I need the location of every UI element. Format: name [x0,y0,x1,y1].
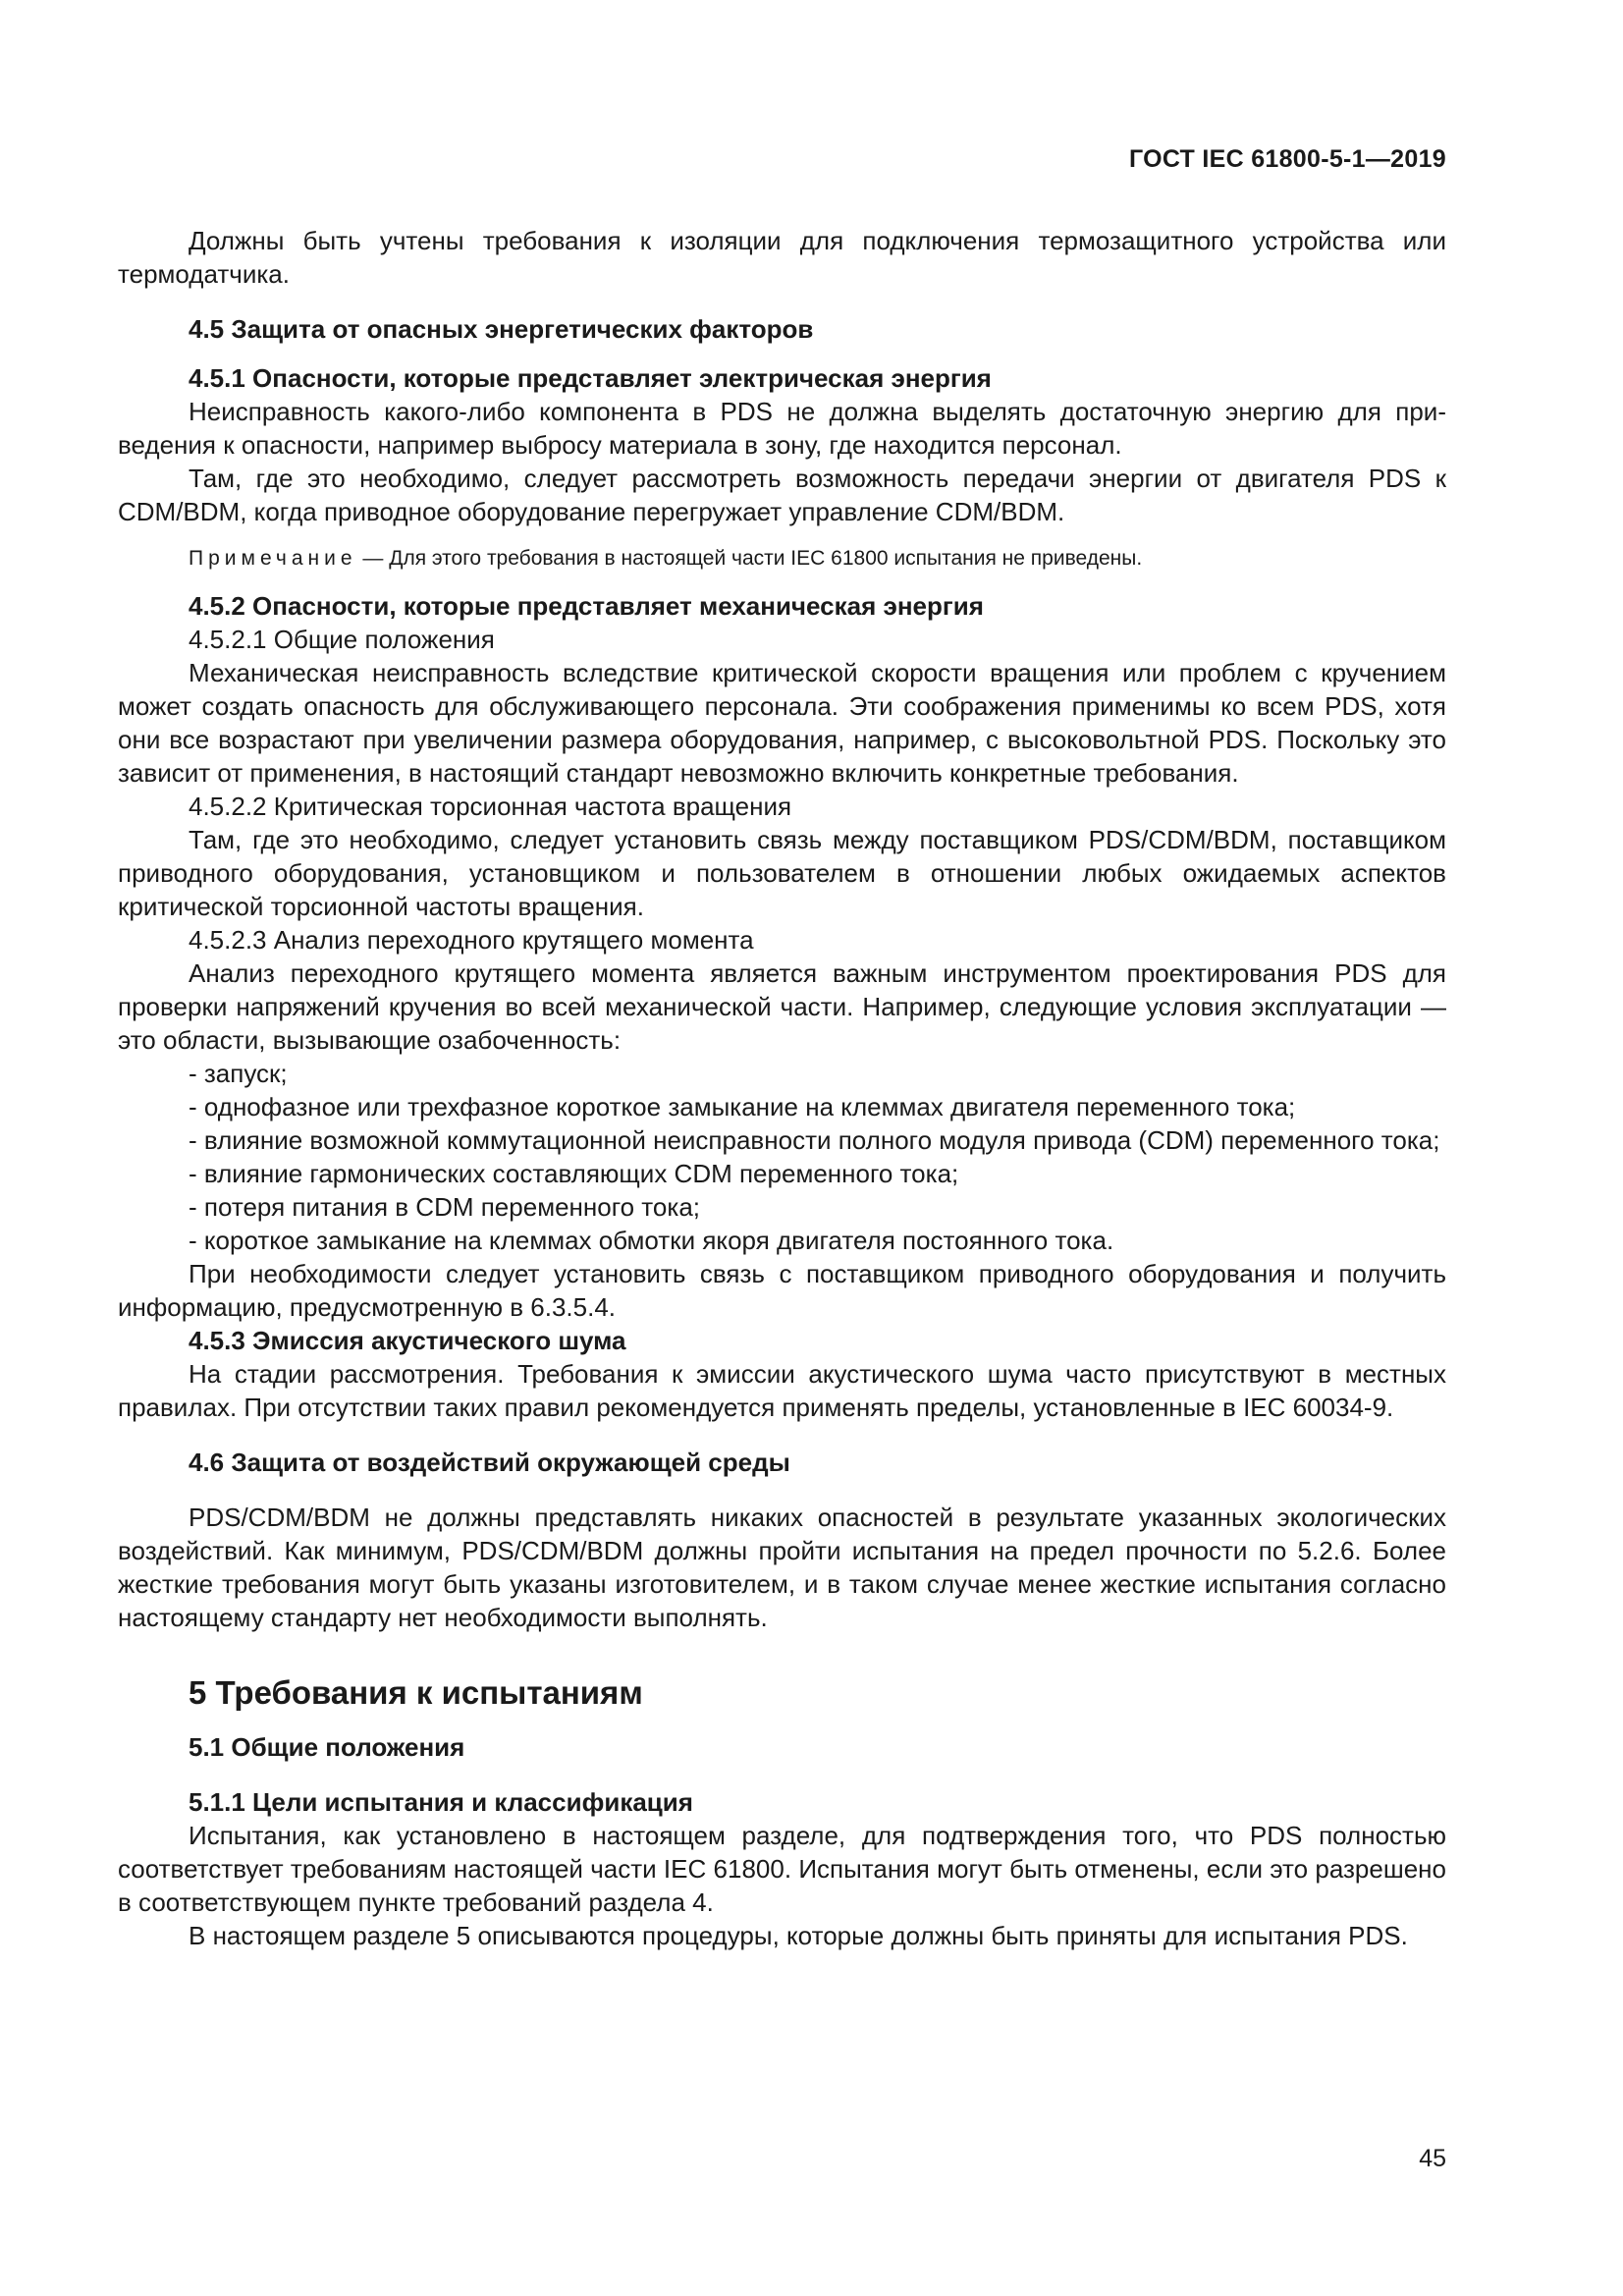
note-label: Примечание [189,547,357,570]
paragraph-5-1-1-a: Испытания, как установлено в настоящем разделе, для подтверждения того, что PDS полностью соответствует требованиям настоящей части IEC 61800. Испытания могут быть отменены, если это разрешено в соответствующем пункте требований раздела 4. [118,1821,1446,1917]
document-body [118,224,1446,1952]
paragraph-4-5-1-b: Там, где это необходимо, следует рассмотреть возможность передачи энергии от двигателя PDS к CDM/BDM, когда приводное оборудование перегружает управление CDM/BDM. [118,464,1446,526]
heading-5-1-1: 5.1.1 Цели испытания и классификация [189,1787,693,1817]
paragraph-4-5-2-3: Анализ переходного крутящего момента является важным инструментом проектирования PDS для проверки напряжений кручения во всей механической части. Например, следующие условия эксплуатации — это области, вызывающие озабоченность: [118,958,1446,1055]
note-text: — Для этого требования в настоящей части IEC 61800 испытания не приведены. [356,547,1143,570]
paragraph-4-5-2-1: Механическая неисправность вследствие критической скорости вращения или проблем с кручением может создать опасность для обслуживающего персонала. Эти соображения применимы ко всем PDS, хотя они все возрастают при увеличении размера оборудования, например, с высоковольтной PDS. Поскольку это зависит от применения, в настоящий стандарт невозможно включить конкретные требования. [118,658,1446,788]
paragraph-4-5-3: На стадии рассмотрения. Требования к эмиссии акустического шума часто присутствуют в местных правилах. При отсутствии таких правил рекомендуется применять пределы, установленные в IEC 60034-9. [118,1359,1446,1422]
list-item: - однофазное или трехфазное короткое замыкание на клеммах двигателя переменного тока; [189,1092,1296,1121]
paragraph-intro: Должны быть учтены требования к изоляции для подключения термозащитного устройства или термодатчика. [118,226,1446,289]
heading-4-5-2-2: 4.5.2.2 Критическая торсионная частота вращения [189,792,792,821]
heading-4-5-3: 4.5.3 Эмиссия акустического шума [189,1326,626,1355]
list-item: - короткое замыкание на клеммах обмотки якоря двигателя постоянного тока. [189,1226,1114,1255]
paragraph-4-5-2-2: Там, где это необходимо, следует установить связь между поставщиком PDS/CDM/BDM, поставщиком приводного оборудования, установщиком и пользователем в отношении любых ожидаемых аспектов критической торсионной частоты вращения. [118,825,1446,921]
paragraph-4-6: PDS/CDM/BDM не должны представлять никаких опасностей в результате указанных экологических воздействий. Как минимум, PDS/CDM/BDM должны пройти испытания на предел прочности по 5.2.6. Более жесткие требования могут быть указаны изготовителем, и в таком случае менее жесткие испытания согласно настоящему стандарту нет необходимости выполнять. [118,1503,1446,1632]
heading-4-6: 4.6 Защита от воздействий окружающей среды [189,1448,790,1477]
list-item: - запуск; [189,1059,288,1088]
paragraph-4-5-2-3-end: При необходимости следует установить связь с поставщиком приводного оборудования и получить информацию, предусмотренную в 6.3.5.4. [118,1259,1446,1322]
note [118,544,1446,574]
paragraph-5-1-1-b: В настоящем разделе 5 описываются процедуры, которые должны быть приняты для испытания PDS. [189,1921,1408,1950]
list-item: - влияние гармонических составляющих CDM переменного тока; [189,1159,959,1188]
heading-4-5-2-1: 4.5.2.1 Общие положения [189,625,495,654]
heading-4-5-2-3: 4.5.2.3 Анализ переходного крутящего момента [189,925,754,955]
heading-5-1: 5.1 Общие положения [189,1732,465,1762]
page-number: 45 [1419,2145,1446,2172]
heading-5: 5 Требования к испытаниям [189,1674,643,1711]
document-header: ГОСТ IEC 61800-5-1—2019 [1128,145,1446,173]
list-item: - влияние возможной коммутационной неисправности полного модуля привода (CDM) переменного тока; [189,1125,1440,1155]
heading-4-5-2: 4.5.2 Опасности, которые представляет механическая энергия [189,591,984,621]
heading-4-5-1: 4.5.1 Опасности, которые представляет электрическая энергия [189,363,992,393]
heading-4-5: 4.5 Защита от опасных энергетических факторов [189,314,814,344]
list-item: - потеря питания в CDM переменного тока; [189,1192,701,1222]
paragraph-4-5-1-a: Неисправность какого-либо компонента в PDS не должна выделять достаточную энергию для приведения к опасности, например выбросу материала в зону, где находится персонал. [118,397,1446,460]
